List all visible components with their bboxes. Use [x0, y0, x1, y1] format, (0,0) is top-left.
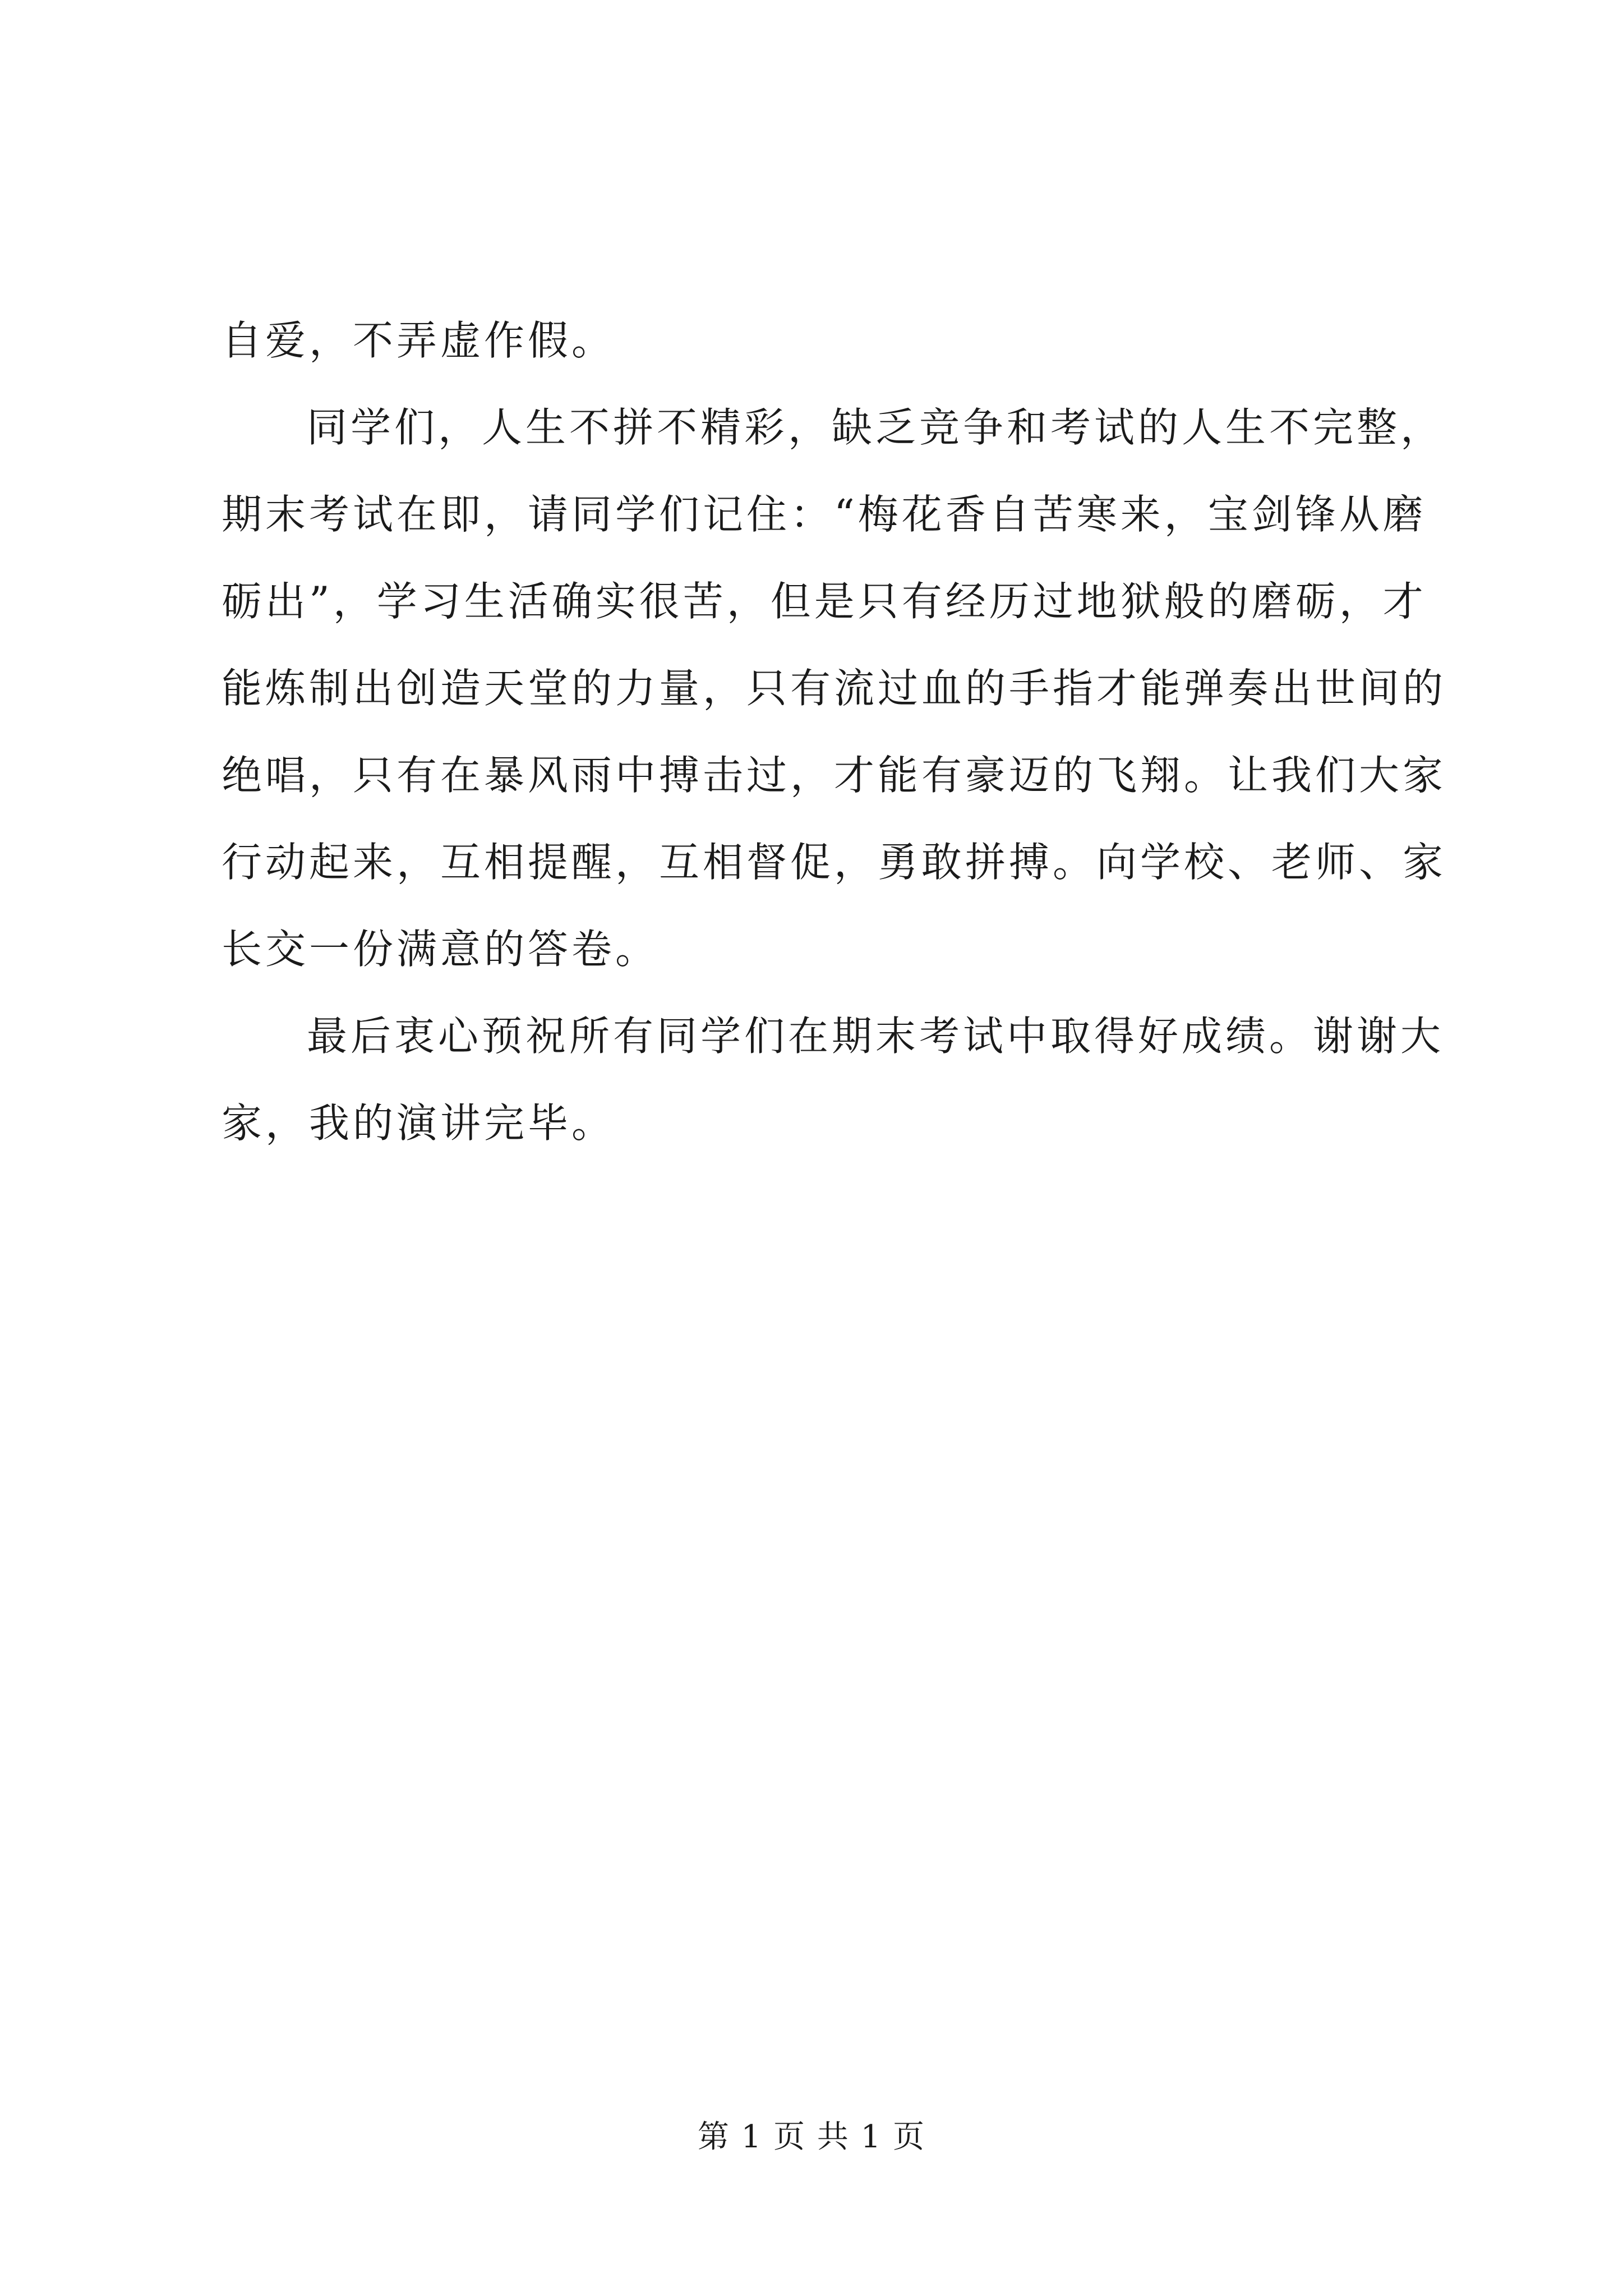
text-line: 期末考试在即，请同学们记住：“梅花香自苦寒来，宝剑锋从磨 [222, 491, 1427, 538]
text-line: 最后衷心预祝所有同学们在期末考试中取得好成绩。谢谢大 [307, 1013, 1445, 1060]
text-line: 家，我的演讲完毕。 [222, 1099, 616, 1147]
text-line: 同学们，人生不拼不精彩，缺乏竞争和考试的人生不完整， [307, 404, 1445, 451]
text-line: 绝唱，只有在暴风雨中搏击过，才能有豪迈的飞翔。让我们大家 [222, 752, 1447, 799]
text-line: 砺出”，学习生活确实很苦，但是只有经历过地狱般的磨砺，才 [222, 578, 1427, 625]
text-line: 能炼制出创造天堂的力量，只有流过血的手指才能弹奏出世间的 [222, 665, 1447, 712]
text-line: 自爱，不弄虚作假。 [222, 317, 616, 364]
paragraph-1 [222, 297, 1427, 384]
paragraph-3 [222, 993, 1445, 1167]
text-line: 行动起来，互相提醒，互相督促，勇敢拼搏。向学校、老师、家 [222, 839, 1447, 886]
page-footer [0, 2112, 1623, 2157]
text-line: 长交一份满意的答卷。 [222, 926, 660, 973]
speech-body [222, 297, 1447, 1167]
paragraph-2 [222, 384, 1447, 993]
page-number: 第 1 页 共 1 页 [697, 2119, 926, 2155]
